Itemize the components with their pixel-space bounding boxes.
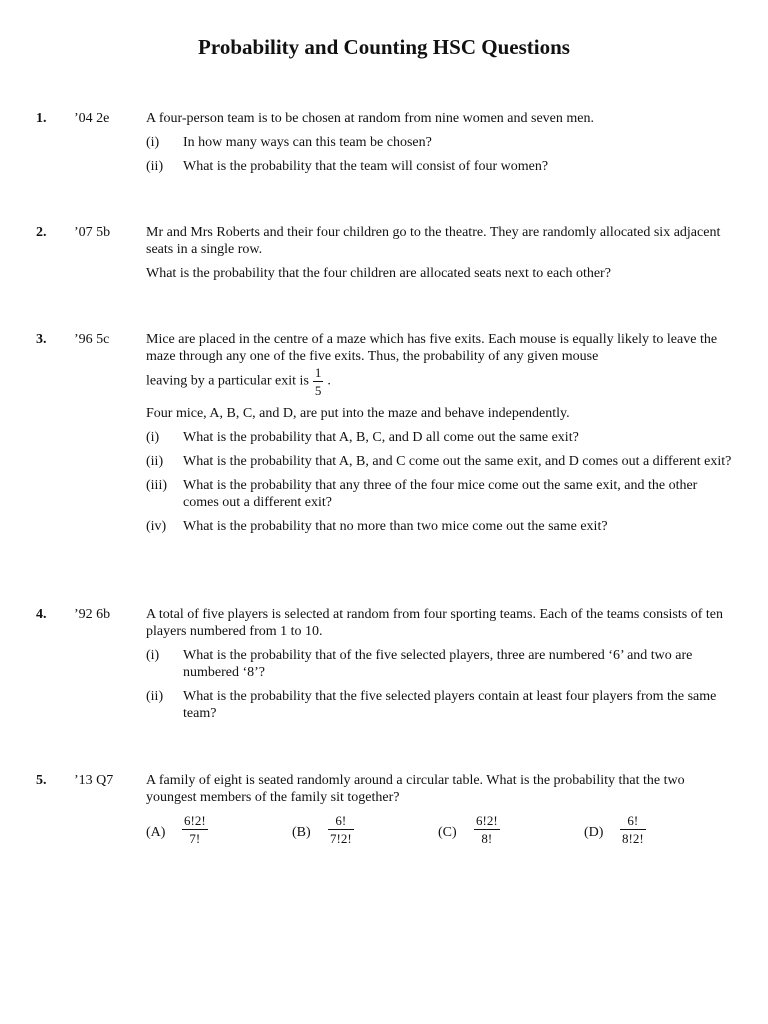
part-text: In how many ways can this team be chosen? [183,135,432,150]
question-number: 4. [36,607,47,622]
option-fraction [328,813,354,846]
question-text: A total of five players is selected at random from four sporting teams. Each of the teams consists of ten players numbered from 1 to 10. [146,607,723,639]
fraction-denominator: 7!2! [330,831,352,846]
question-text: Mr and Mrs Roberts and their four children go to the theatre. They are randomly allocated six adjacent seats in a single row. [146,225,721,257]
question-number: 3. [36,332,47,347]
question-part [146,477,732,511]
exam-reference: ’13 Q7 [74,773,114,788]
question-number: 2. [36,225,47,240]
option-label: (B) [292,825,311,840]
part-text: What is the probability that A, B, C, and D all come out the same exit? [183,430,579,445]
question-text: Mice are placed in the centre of a maze which has five exits. Each mouse is equally likely to leave the maze through any one of the five exits. Thus, the probability of any given mouse [146,332,718,364]
part-text: What is the probability that of the five selected players, three are numbered ‘6’ and two are numbered ‘8’? [183,648,693,680]
exam-reference: ’07 5b [74,225,111,240]
part-text: What is the probability that the five selected players contain at least four players from the same team? [183,689,717,721]
fraction-denominator: 5 [314,383,322,398]
option-label: (D) [584,825,604,840]
question-text-fraction-line [146,365,732,398]
part-text: What is the probability that A, B, and C come out the same exit, and D comes out a different exit? [183,454,732,469]
fraction-numerator: 6! [620,813,646,830]
part-label: (i) [146,135,160,150]
question-text-2: Four mice, A, B, C, and D, are put into the maze and behave independently. [146,406,570,421]
exam-reference: ’96 5c [74,332,110,347]
question-body [146,331,732,542]
exam-reference: ’04 2e [74,111,110,126]
question-body [146,606,732,729]
fraction-numerator: 6!2! [476,813,498,828]
part-label: (i) [146,648,160,663]
option-label: (C) [438,825,457,840]
question-number: 5. [36,773,47,788]
fraction-denominator: 7! [189,831,201,846]
question-text: A four-person team is to be chosen at random from nine women and seven men. [146,111,594,126]
fraction-numerator: 6!2! [184,813,206,828]
question-body [146,772,732,853]
question-body [146,224,732,289]
fraction-line-end: . [327,373,331,389]
option-fraction [182,813,208,846]
fraction-denominator: 8!2! [622,831,644,846]
part-text: What is the probability that the team will consist of four women? [183,159,549,174]
fraction-numerator: 1 [314,365,322,380]
question-part [146,453,732,470]
part-text: What is the probability that no more than two mice come out the same exit? [183,519,608,534]
fraction-denominator: 8! [481,831,493,846]
page-title: Probability and Counting HSC Questions [198,35,570,59]
fraction-one-fifth [313,365,324,398]
question-part [146,158,732,175]
fraction-numerator: 6! [328,813,354,830]
exam-reference: ’92 6b [74,607,111,622]
part-label: (iv) [146,519,167,534]
option-label: (A) [146,825,166,840]
part-label: (ii) [146,689,164,704]
question-part [146,429,732,446]
question-part [146,688,732,722]
option-fraction [620,813,646,846]
part-label: (ii) [146,159,164,174]
multiple-choice-options [146,813,732,853]
part-text: What is the probability that any three of the four mice come out the same exit, and the other comes out a different exit? [183,478,698,510]
part-label: (i) [146,430,160,445]
option-fraction [474,813,500,846]
question-text: A family of eight is seated randomly around a circular table. What is the probability that the two youngest members of the family sit together? [146,773,685,805]
question-body [146,110,732,182]
part-label: (ii) [146,454,164,469]
part-label: (iii) [146,478,167,493]
question-part [146,647,732,681]
question-part [146,518,732,535]
fraction-line-text: leaving by a particular exit is [146,373,309,389]
question-number: 1. [36,111,47,126]
question-text-2: What is the probability that the four children are allocated seats next to each other? [146,266,611,281]
question-part [146,134,732,151]
